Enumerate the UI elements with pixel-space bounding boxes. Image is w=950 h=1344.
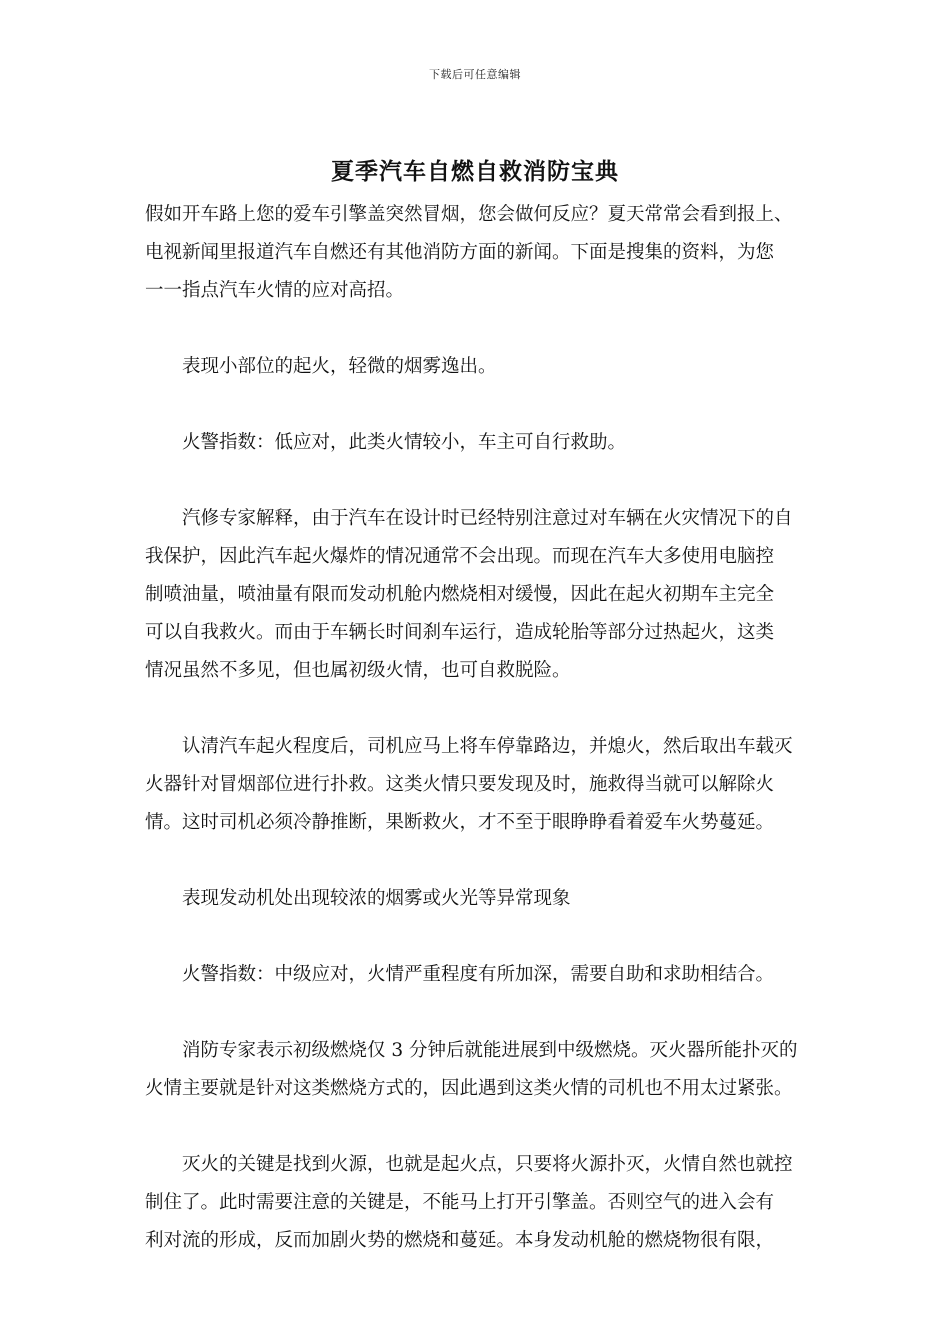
text-line: 消防专家表示初级燃烧仅 3 分钟后就能进展到中级燃烧。灭火器所能扑灭的 (182, 1040, 798, 1061)
paragraph-expert-explanation (145, 500, 805, 690)
paragraph-minor-alert (145, 424, 805, 462)
paragraph-minor-symptom (145, 348, 805, 386)
text-line: 制喷油量，喷油量有限而发动机舱内燃烧相对缓慢，因此在起火初期车主完全 (145, 584, 775, 605)
paragraph-intro (145, 196, 805, 310)
paragraph-fire-expert (145, 1032, 805, 1108)
text-line: 制住了。此时需要注意的关键是，不能马上打开引擎盖。否则空气的进入会有 (145, 1192, 775, 1213)
text-line: 灭火的关键是找到火源，也就是起火点，只要将火源扑灭，火情自然也就控 (182, 1154, 793, 1175)
text-line: 电视新闻里报道汽车自燃还有其他消防方面的新闻。下面是搜集的资料，为您 (145, 242, 775, 263)
paragraph-driver-action (145, 728, 805, 842)
text-line: 一一指点汽车火情的应对高招。 (145, 280, 405, 301)
page-header: 下载后可任意编辑 (429, 68, 521, 81)
text-line: 火警指数：低应对，此类火情较小，车主可自行救助。 (182, 432, 627, 453)
text-line: 火警指数：中级应对，火情严重程度有所加深，需要自助和求助相结合。 (182, 964, 775, 985)
text-line: 利对流的形成，反而加剧火势的燃烧和蔓延。本身发动机舱的燃烧物很有限， (145, 1230, 775, 1251)
text-line: 火器针对冒烟部位进行扑救。这类火情只要发现及时，施救得当就可以解除火 (145, 774, 775, 795)
text-line: 火情主要就是针对这类燃烧方式的，因此遇到这类火情的司机也不用太过紧张。 (145, 1078, 793, 1099)
document-body (145, 196, 805, 1260)
paragraph-medium-alert (145, 956, 805, 994)
paragraph-fire-source (145, 1146, 805, 1260)
text-line: 认清汽车起火程度后，司机应马上将车停靠路边，并熄火，然后取出车载灭 (182, 736, 793, 757)
paragraph-engine-symptom (145, 880, 805, 918)
text-line: 汽修专家解释，由于汽车在设计时已经特别注意过对车辆在火灾情况下的自 (182, 508, 793, 529)
text-line: 表现发动机处出现较浓的烟雾或火光等异常现象 (182, 888, 571, 909)
text-line: 我保护，因此汽车起火爆炸的情况通常不会出现。而现在汽车大多使用电脑控 (145, 546, 775, 567)
text-line: 假如开车路上您的爱车引擎盖突然冒烟，您会做何反应？夏天常常会看到报上、 (145, 204, 793, 225)
text-line: 表现小部位的起火，轻微的烟雾逸出。 (182, 356, 497, 377)
text-line: 情况虽然不多见，但也属初级火情，也可自救脱险。 (145, 660, 571, 681)
text-line: 可以自我救火。而由于车辆长时间刹车运行，造成轮胎等部分过热起火，这类 (145, 622, 775, 643)
text-line: 情。这时司机必须冷静推断，果断救火，才不至于眼睁睁看着爱车火势蔓延。 (145, 812, 775, 833)
document-title: 夏季汽车自燃自救消防宝典 (331, 158, 619, 185)
